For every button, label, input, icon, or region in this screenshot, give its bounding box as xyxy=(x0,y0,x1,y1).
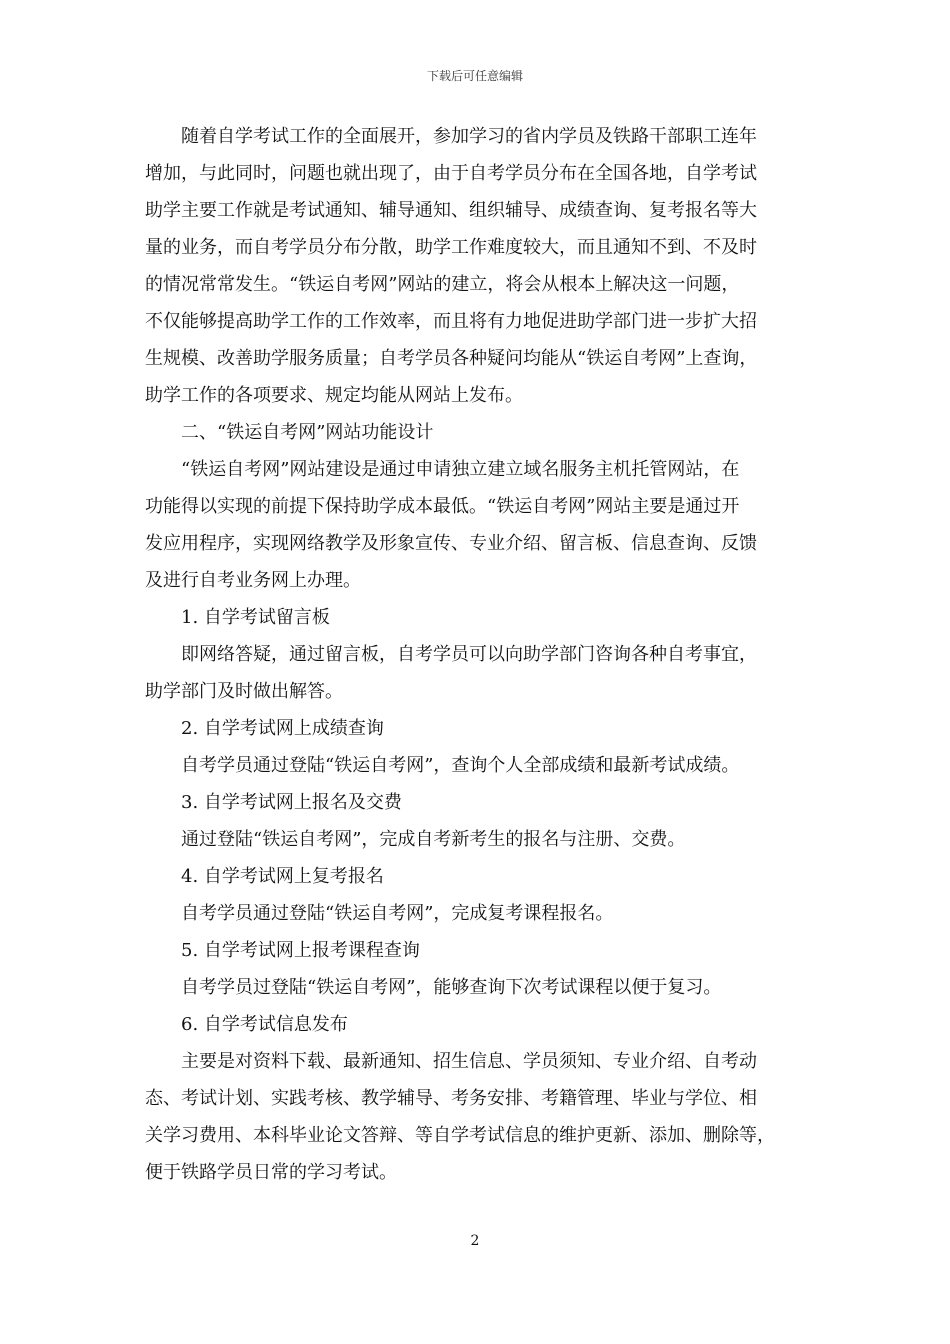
paragraph-line: 功能得以实现的前提下保持助学成本最低。“铁运自考网”网站主要是通过开 xyxy=(145,496,740,517)
document-body xyxy=(145,118,825,1191)
item-heading: 3. 自学考试网上报名及交费 xyxy=(181,792,402,813)
item-heading: 6. 自学考试信息发布 xyxy=(181,1014,348,1035)
paragraph-line: 助学工作的各项要求、规定均能从网站上发布。 xyxy=(145,385,523,406)
item-line: 便于铁路学员日常的学习考试。 xyxy=(145,1162,397,1183)
item-line: 态、考试计划、实践考核、教学辅导、考务安排、考籍管理、毕业与学位、相 xyxy=(145,1088,757,1109)
paragraph-line: 量的业务，而自考学员分布分散，助学工作难度较大，而且通知不到、不及时 xyxy=(145,237,757,258)
section-heading: 二、“铁运自考网”网站功能设计 xyxy=(181,422,434,443)
paragraph-line: 增加，与此同时，问题也就出现了，由于自考学员分布在全国各地，自学考试 xyxy=(145,163,757,184)
item-line: 主要是对资料下载、最新通知、招生信息、学员须知、专业介绍、自考动 xyxy=(181,1051,757,1072)
paragraph-line: “铁运自考网”网站建设是通过申请独立建立域名服务主机托管网站，在 xyxy=(181,459,740,480)
item-heading: 1. 自学考试留言板 xyxy=(181,607,330,628)
item-heading: 5. 自学考试网上报考课程查询 xyxy=(181,940,420,961)
paragraph-line: 发应用程序，实现网络教学及形象宣传、专业介绍、留言板、信息查询、反馈 xyxy=(145,533,757,554)
item-line: 自考学员通过登陆“铁运自考网”，查询个人全部成绩和最新考试成绩。 xyxy=(181,755,740,776)
paragraph-line: 生规模、改善助学服务质量；自考学员各种疑问均能从“铁运自考网”上查询， xyxy=(145,348,758,369)
item-line: 即网络答疑，通过留言板，自考学员可以向助学部门咨询各种自考事宜， xyxy=(181,644,757,665)
paragraph-line: 的情况常常发生。“铁运自考网”网站的建立，将会从根本上解决这一问题， xyxy=(145,274,740,295)
page-number: 2 xyxy=(470,1233,480,1249)
item-line: 助学部门及时做出解答。 xyxy=(145,681,343,702)
item-heading: 4. 自学考试网上复考报名 xyxy=(181,866,384,887)
item-line: 自考学员过登陆“铁运自考网”，能够查询下次考试课程以便于复习。 xyxy=(181,977,722,998)
paragraph-line: 不仅能够提高助学工作的工作效率，而且将有力地促进助学部门进一步扩大招 xyxy=(145,311,757,332)
item-line: 自考学员通过登陆“铁运自考网”，完成复考课程报名。 xyxy=(181,903,614,924)
page-header: 下载后可任意编辑 xyxy=(426,69,523,83)
item-line: 关学习费用、本科毕业论文答辩、等自学考试信息的维护更新、添加、删除等， xyxy=(145,1125,775,1146)
paragraph-line: 及进行自考业务网上办理。 xyxy=(145,570,361,591)
paragraph-line: 随着自学考试工作的全面展开，参加学习的省内学员及铁路干部职工连年 xyxy=(181,126,757,147)
item-line: 通过登陆“铁运自考网”，完成自考新考生的报名与注册、交费。 xyxy=(181,829,686,850)
item-heading: 2. 自学考试网上成绩查询 xyxy=(181,718,384,739)
paragraph-line: 助学主要工作就是考试通知、辅导通知、组织辅导、成绩查询、复考报名等大 xyxy=(145,200,757,221)
